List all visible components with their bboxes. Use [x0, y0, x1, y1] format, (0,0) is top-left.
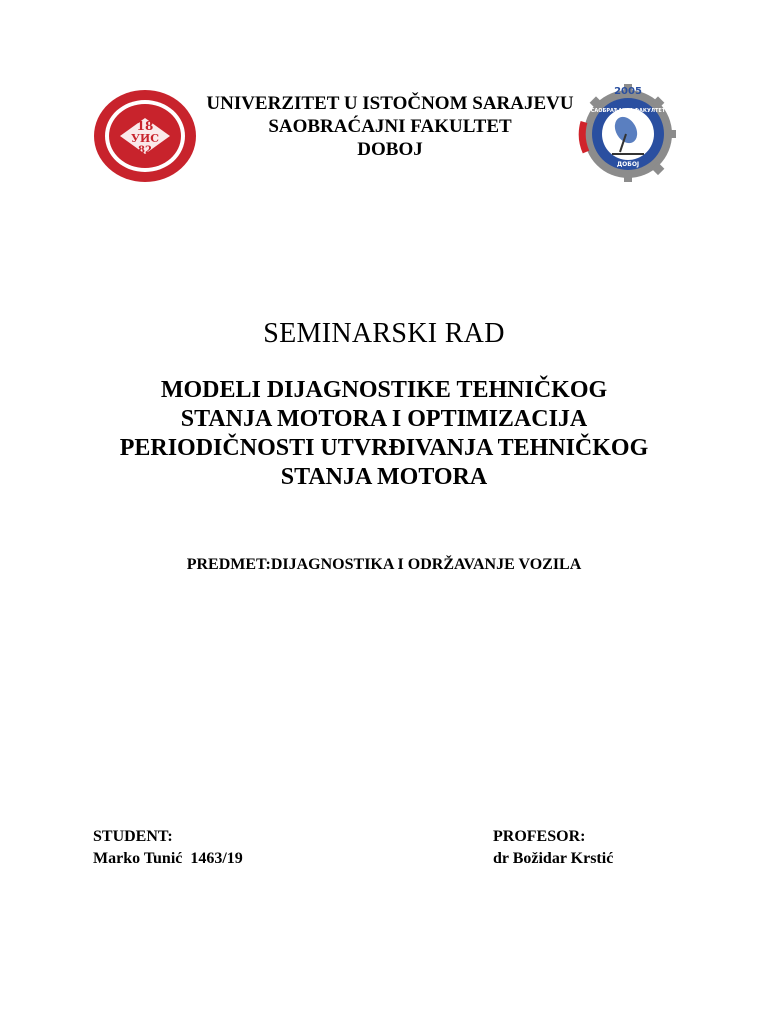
faculty-logo — [568, 82, 684, 182]
subtitle-line: MODELI DIJAGNOSTIKE TEHNIČKOG — [160, 377, 608, 403]
seal-year-top: 18 — [136, 119, 154, 133]
faculty-city: DOBOJ — [357, 139, 423, 160]
profesor-block — [493, 826, 613, 870]
subtitle-line: STANJA MOTORA — [280, 464, 488, 490]
university-name: UNIVERZITET U ISTOČNOM SARAJEVU — [206, 93, 574, 114]
university-seal-logo — [92, 88, 198, 184]
logo-city: ДОБОЈ — [616, 161, 640, 168]
logo-year: 2005 — [614, 86, 642, 97]
student-block — [93, 826, 243, 870]
logo-arc-text: САОБРАЋАЈНИ ФАКУЛТЕТ — [590, 108, 666, 114]
university-header — [190, 92, 590, 161]
seal-year-bottom: 82 — [138, 145, 152, 156]
seal-initials: УИС — [130, 132, 160, 145]
subtitle-line: STANJA MOTORA I OPTIMIZACIJA — [180, 406, 588, 432]
profesor-name: dr Božidar Krstić — [493, 850, 614, 867]
profesor-label: PROFESOR: — [493, 828, 586, 845]
subject-line: PREDMET:DIJAGNOSTIKA I ODRŽAVANJE VOZILA — [186, 556, 582, 573]
faculty-name: SAOBRAĆAJNI FAKULTET — [268, 116, 512, 137]
student-name: Marko Tunić 1463/19 — [93, 850, 243, 867]
student-label: STUDENT: — [93, 828, 173, 845]
subtitle-line: PERIODIČNOSTI UTVRĐIVANJA TEHNIČKOG — [119, 435, 649, 461]
document-title: SEMINARSKI RAD — [263, 318, 505, 349]
document-subtitle — [60, 376, 708, 492]
